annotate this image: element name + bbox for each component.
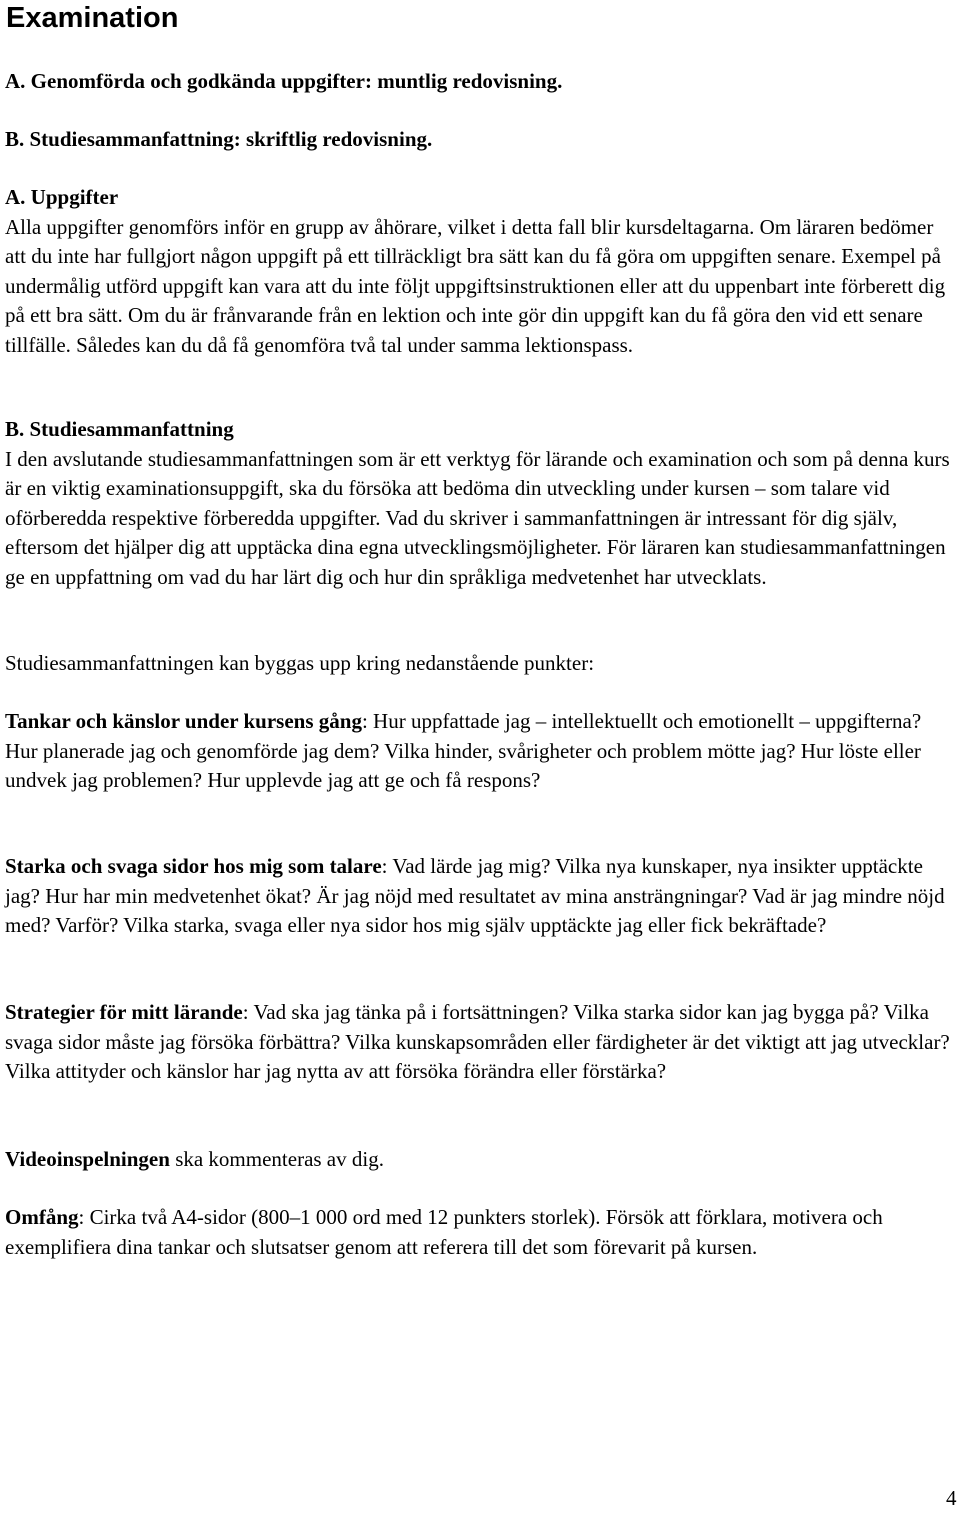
points-intro: Studiesammanfattningen kan byggas upp kring nedanstående punkter: bbox=[5, 651, 595, 675]
point-text: : Vad lärde jag mig? Vilka nya kunskaper, nya insikter upptäckte jag? Hur har min medvetenhet ökat? Är jag nöjd med resultatet av mina ansträngningar? Vad är jag mindre nöjd med? Varför? Vilka starka, svaga eller nya sidor hos mig själv upptäckte jag eller fick bekräftade? bbox=[5, 854, 945, 937]
section-a bbox=[5, 183, 958, 360]
point-label: Strategier för mitt lärande bbox=[5, 1000, 243, 1024]
section-b-heading: B. Studiesammanfattning bbox=[5, 417, 234, 441]
point-label: Tankar och känslor under kursens gång bbox=[5, 709, 362, 733]
section-a-body: Alla uppgifter genomförs inför en grupp av åhörare, vilket i detta fall blir kursdeltagarna. Om läraren bedömer att du inte har fullgjort någon uppgift på ett tillräckligt bra sätt kan du få göra om uppgiften senare. Exempel på undermålig utförd uppgift kan vara att du inte följt uppgiftsinstruktionen eller att du uppenbart inte förberett dig på ett bra sätt. Om du är frånvarande från en lektion och inte gör din uppgift kan du få göra den vid ett senare tillfälle. Således kan du då få genomföra två tal under samma lektionspass. bbox=[5, 214, 946, 357]
point-text: : Hur uppfattade jag – intellektuellt och emotionellt – uppgifterna? Hur planerade jag och genomförde jag dem? Vilka hinder, svårigheter och problem mötte jag? Hur löste eller undvek jag problemen? Hur upplevde jag att ge och få respons? bbox=[5, 709, 922, 792]
point-label: Omfång bbox=[5, 1205, 79, 1229]
point-item bbox=[5, 1145, 958, 1175]
page-number: 4 bbox=[946, 1486, 957, 1510]
point-label: Starka och svaga sidor hos mig som talare bbox=[5, 854, 382, 878]
intro-item-a: A. Genomförda och godkända uppgifter: muntlig redovisning. bbox=[5, 69, 563, 93]
point-item bbox=[5, 1203, 958, 1262]
section-b bbox=[5, 415, 958, 592]
section-b-body: I den avslutande studiesammanfattningen som är ett verktyg för lärande och examination och som på denna kurs är en viktig examinationsuppgift, ska du försöka att bedöma din utveckling under kursen – som talare vid oförberedda respektive förberedda uppgifter. Vad du skriver i sammanfattningen är intressant för dig själv, eftersom det hjälper dig att upptäcka dina egna utvecklingsmöjligheter. För läraren kan studiesammanfattningen ge en uppfattning om vad du har lärt dig och hur din språkliga medvetenhet har utvecklats. bbox=[5, 446, 950, 589]
point-text: ska kommenteras av dig. bbox=[169, 1147, 384, 1171]
point-item bbox=[5, 707, 958, 796]
intro-item-b: B. Studiesammanfattning: skriftlig redovisning. bbox=[5, 127, 433, 151]
point-item bbox=[5, 998, 958, 1087]
page-title: Examination bbox=[6, 2, 179, 34]
point-text: : Cirka två A4-sidor (800–1 000 ord med 12 punkters storlek). Försök att förklara, motivera och exemplifiera dina tankar och slutsatser genom att referera till det som förevarit på kursen. bbox=[5, 1205, 883, 1259]
point-label: Videoinspelningen bbox=[5, 1147, 170, 1171]
section-a-heading: A. Uppgifter bbox=[5, 185, 119, 209]
point-item bbox=[5, 852, 958, 941]
point-text: : Vad ska jag tänka på i fortsättningen? Vilka starka sidor kan jag bygga på? Vilka svaga sidor måste jag försöka förbättra? Vilka kunskapsområden eller färdigheter är det viktigt att jag utvecklar? Vilka attityder och känslor har jag nytta av att försöka förändra eller förstärka? bbox=[5, 1000, 950, 1083]
